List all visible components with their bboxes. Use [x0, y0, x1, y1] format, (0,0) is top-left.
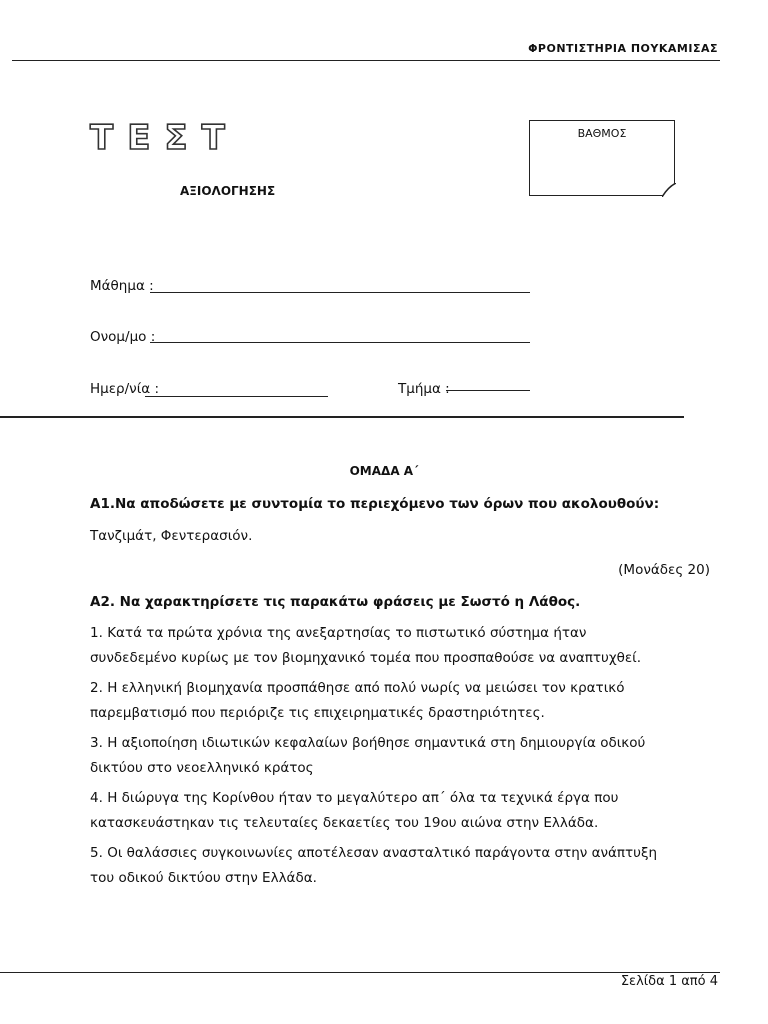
statement-text-cont: συνδεδεμένο κυρίως με τον βιομηχανικό τομέα που προσπαθούσε να αναπτυχθεί.	[90, 650, 642, 666]
subject-field[interactable]	[150, 292, 530, 293]
header-divider	[12, 60, 720, 61]
section-field[interactable]	[446, 390, 530, 391]
section-label: Τμήμα :	[398, 381, 450, 397]
header-title: ΦΡΟΝΤΙΣΤΗΡΙΑ ΠΟΥΚΑΜΙΣΑΣ	[528, 42, 718, 55]
statement-text: Η αξιοποίηση ιδιωτικών κεφαλαίων βοήθησε σημαντικά στη δημιουργία οδικού	[107, 735, 646, 751]
statement-5	[90, 841, 657, 891]
page-curl-icon	[662, 183, 676, 197]
footer-divider	[0, 972, 720, 973]
grade-label: ΒΑΘΜΟΣ	[577, 127, 627, 140]
a1-points: (Μονάδες 20)	[618, 562, 710, 578]
statement-text: Οι θαλάσσιες συγκοινωνίες αποτέλεσαν ανασταλτικό παράγοντα στην ανάπτυξη	[107, 845, 658, 861]
date-label: Ημερ/νία :	[90, 381, 160, 397]
group-a-title: ΟΜΑΔΑ Α΄	[349, 464, 419, 478]
statement-number: 5.	[90, 845, 103, 861]
statement-number: 1.	[90, 625, 103, 641]
test-subtitle: ΑΞΙΟΛΟΓΗΣΗΣ	[180, 184, 276, 198]
statement-text: Η διώρυγα της Κορίνθου ήταν το μεγαλύτερο απ΄ όλα τα τεχνικά έργα που	[107, 790, 619, 806]
section-divider	[0, 416, 684, 418]
name-field[interactable]	[150, 342, 530, 343]
grade-box	[529, 120, 675, 196]
statement-number: 4.	[90, 790, 103, 806]
statement-1	[90, 621, 641, 671]
statement-text-cont: παρεμβατισμό που περιόριζε τις επιχειρηματικές δραστηριότητες.	[90, 705, 545, 721]
statement-4	[90, 786, 618, 836]
name-label: Ονομ/μο :	[90, 329, 156, 345]
test-title: ΤΕΣΤ	[90, 118, 239, 158]
statement-text-cont: κατασκευάστηκαν τις τελευταίες δεκαετίες του 19ου αιώνα στην Ελλάδα.	[90, 815, 599, 831]
statement-text: Κατά τα πρώτα χρόνια της ανεξαρτησίας το πιστωτικό σύστημα ήταν	[107, 625, 587, 641]
date-field[interactable]	[145, 396, 328, 397]
statement-2	[90, 676, 624, 726]
statement-text-cont: δικτύου στο νεοελληνικό κράτος	[90, 760, 314, 776]
a1-terms: Τανζιμάτ, Φεντερασιόν.	[90, 528, 253, 544]
statement-number: 3.	[90, 735, 103, 751]
a2-question: Α2. Να χαρακτηρίσετε τις παρακάτω φράσεις με Σωστό η Λάθος.	[90, 594, 581, 610]
subject-label: Μάθημα :	[90, 278, 154, 294]
statement-3	[90, 731, 645, 781]
statement-number: 2.	[90, 680, 103, 696]
statement-text: Η ελληνική βιομηχανία προσπάθησε από πολύ νωρίς να μειώσει τον κρατικό	[107, 680, 625, 696]
statement-text-cont: του οδικού δικτύου στην Ελλάδα.	[90, 870, 317, 886]
page-number: Σελίδα 1 από 4	[620, 974, 718, 989]
a1-question: Α1.Να αποδώσετε με συντομία το περιεχόμενο των όρων που ακολουθούν:	[90, 496, 660, 512]
